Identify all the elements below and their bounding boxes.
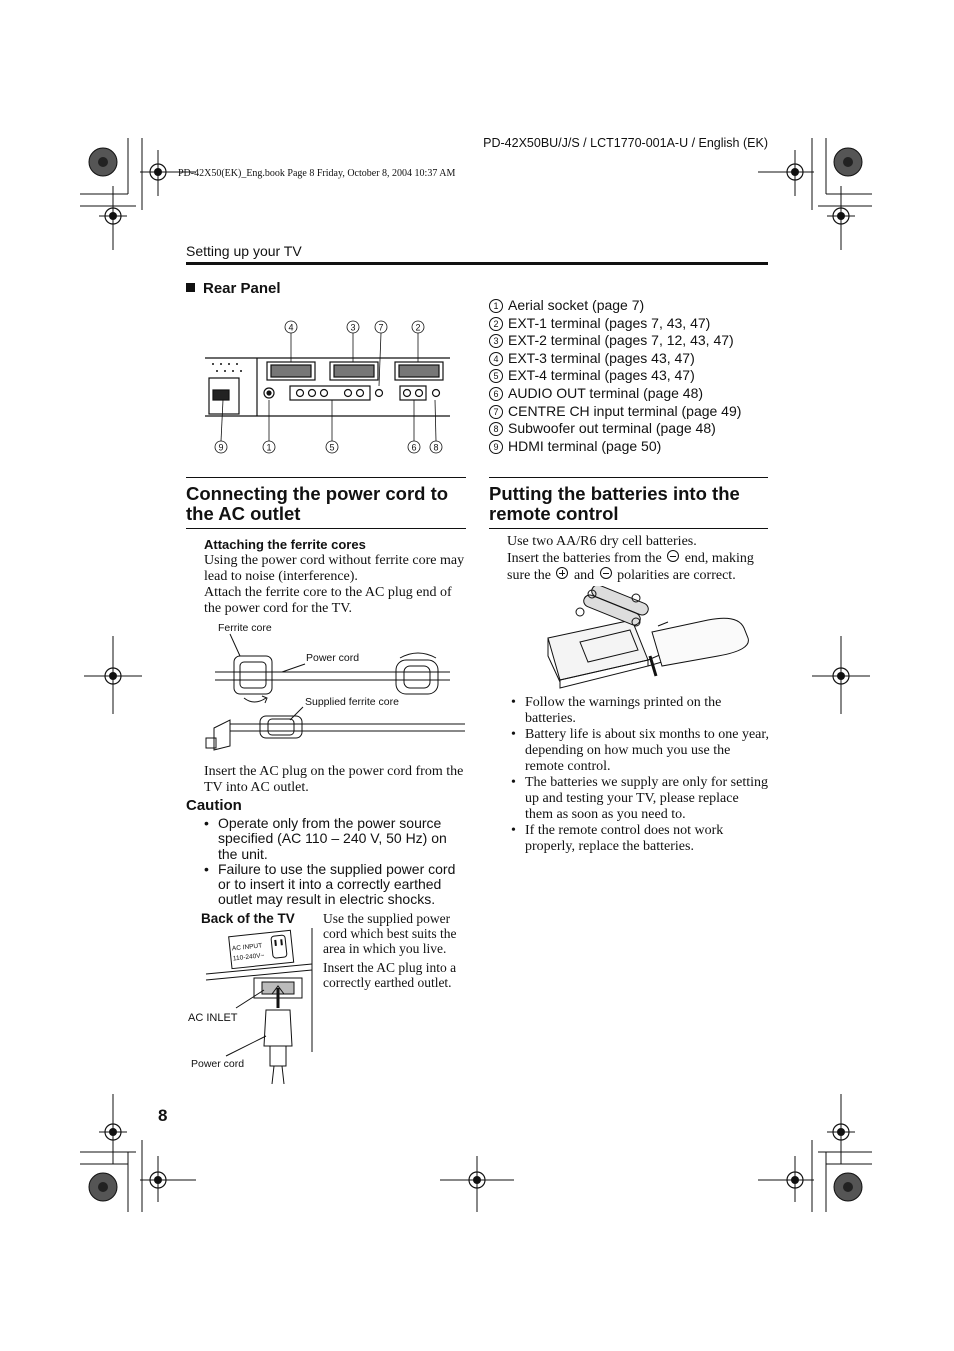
ferrite-paragraph-1: Using the power cord without ferrite core may lead to noise (interference). — [204, 553, 465, 584]
terminal-description: EXT-2 terminal (pages 7, 12, 43, 47) — [508, 332, 734, 349]
list-item: • If the remote control does not work properly, replace the batteries. — [507, 823, 769, 855]
section-top-rule — [489, 477, 768, 478]
svg-text:6: 6 — [411, 442, 417, 453]
callout-number: 9 — [489, 440, 503, 454]
terminal-description: EXT-1 terminal (pages 7, 43, 47) — [508, 314, 711, 331]
square-bullet-icon — [186, 283, 195, 292]
callout-number: 7 — [489, 405, 503, 419]
callout-4 — [285, 321, 297, 333]
svg-text:2: 2 — [415, 322, 421, 333]
svg-text:1: 1 — [266, 442, 272, 453]
heading-line: Connecting the power cord to — [186, 483, 449, 504]
batteries-paragraph-1: Use two AA/R6 dry cell batteries. — [507, 534, 697, 549]
svg-text:4: 4 — [288, 322, 294, 333]
terminal-description: HDMI terminal (page 50) — [508, 437, 662, 454]
book-info-line: PD-42X50(EK)_Eng.book Page 8 Friday, October 8, 2004 10:37 AM — [178, 168, 456, 179]
list-item — [489, 297, 741, 315]
list-item: • Follow the warnings printed on the batteries. — [507, 695, 769, 727]
ferrite-paragraph-2: Attach the ferrite core to the AC plug end of the power cord for the TV. — [204, 585, 452, 616]
minus-polarity-icon — [600, 567, 612, 579]
terminal-description: AUDIO OUT terminal (page 48) — [508, 384, 704, 401]
label-ac-inlet: AC INLET — [188, 1012, 238, 1024]
ac-input-label: AC INPUT — [231, 942, 263, 953]
svg-text:8: 8 — [433, 442, 439, 453]
callout-number: 6 — [489, 387, 503, 401]
list-item — [489, 403, 741, 421]
batteries-notes-list — [507, 695, 769, 855]
batteries-paragraph-2: Insert the batteries from the end, making — [507, 551, 754, 566]
section-bottom-rule — [186, 528, 466, 529]
callout-number: 5 — [489, 369, 503, 383]
rear-panel-heading-text: Rear Panel — [203, 280, 281, 297]
label-supplied-ferrite-core: Supplied ferrite core — [305, 696, 399, 708]
callout-number: 8 — [489, 422, 503, 436]
heading-line: Putting the batteries into the — [489, 483, 740, 504]
list-item: • Failure to use the supplied power cord or to insert it into a correctly earthed outlet may result in electric shocks. — [200, 862, 470, 908]
callout-number: 2 — [489, 317, 503, 331]
ferrite-core-diagram — [200, 618, 470, 758]
registration-star-icon — [89, 1173, 117, 1201]
ac-inlet-diagram — [186, 928, 318, 1086]
svg-text:5: 5 — [329, 442, 335, 453]
svg-text:9: 9 — [218, 442, 224, 453]
callout-number: 1 — [489, 299, 503, 313]
diagram-top-numbers — [285, 321, 424, 333]
callout-6 — [408, 441, 420, 453]
terminal-description: CENTRE CH input terminal (page 49) — [508, 402, 742, 419]
callout-7 — [375, 321, 387, 333]
registration-star-icon — [834, 148, 862, 176]
list-item — [489, 385, 741, 403]
minus-polarity-icon — [667, 550, 679, 562]
callout-number: 4 — [489, 352, 503, 366]
back-text-2: Insert the AC plug into a correctly earthed outlet. — [323, 960, 457, 990]
svg-text:3: 3 — [350, 322, 356, 333]
callout-5 — [326, 441, 338, 453]
callout-3 — [347, 321, 359, 333]
callout-2 — [412, 321, 424, 333]
caution-list — [200, 816, 470, 908]
label-power-cord-2: Power cord — [191, 1058, 245, 1070]
document-code: PD-42X50BU/J/S / LCT1770-001A-U / English (EK) — [483, 136, 768, 150]
callout-1 — [263, 441, 275, 453]
list-item — [489, 367, 741, 385]
heading-line: the AC outlet — [186, 503, 301, 524]
batteries-intro — [507, 534, 769, 584]
terminal-list — [489, 297, 741, 455]
section-top-rule — [186, 477, 466, 478]
callout-8 — [430, 441, 442, 453]
page-number: 8 — [158, 1106, 168, 1125]
batteries-paragraph-3: sure the and polarities are correct. — [507, 568, 736, 583]
callout-9 — [215, 441, 227, 453]
list-item — [489, 350, 741, 368]
terminal-description: Subwoofer out terminal (page 48) — [508, 420, 716, 437]
section-bottom-rule — [489, 528, 768, 529]
header-rule — [186, 262, 768, 265]
list-item: • The batteries we supply are only for setting up and testing your TV, please replace them as soon as you need to. — [507, 775, 769, 823]
running-title: Setting up your TV — [186, 243, 302, 259]
list-item — [489, 420, 741, 438]
list-item — [489, 332, 741, 350]
label-power-cord: Power cord — [306, 652, 360, 664]
insert-plug-text: Insert the AC plug on the power cord from the TV into AC outlet. — [204, 764, 464, 795]
back-text-1: Use the supplied power cord which best suits the area in which you live. — [323, 911, 457, 956]
list-item — [489, 315, 741, 333]
rear-panel-heading — [186, 280, 281, 297]
label-ferrite-core: Ferrite core — [218, 622, 272, 634]
svg-text:7: 7 — [378, 322, 384, 333]
terminal-description: EXT-3 terminal (pages 43, 47) — [508, 349, 695, 366]
batteries-section-heading — [489, 484, 774, 524]
list-item: • Battery life is about six months to one year, depending on how much you use the remote control. — [507, 727, 769, 775]
power-section-heading — [186, 484, 476, 524]
heading-line: remote control — [489, 503, 619, 524]
list-item — [489, 438, 741, 456]
terminal-description: Aerial socket (page 7) — [508, 297, 645, 313]
plus-polarity-icon — [556, 567, 568, 579]
rear-panel-diagram — [205, 316, 450, 458]
remote-battery-diagram — [540, 586, 770, 694]
registration-star-icon — [834, 1173, 862, 1201]
registration-star-icon — [89, 148, 117, 176]
callout-number: 3 — [489, 334, 503, 348]
terminal-description: EXT-4 terminal (pages 43, 47) — [508, 367, 695, 384]
ferrite-heading: Attaching the ferrite cores — [204, 537, 366, 552]
ac-input-rating: 110-240V~ — [232, 952, 265, 963]
diagram-bottom-numbers — [215, 441, 442, 453]
list-item: • Operate only from the power source specified (AC 110 – 240 V, 50 Hz) on the unit. — [200, 816, 470, 862]
caution-heading: Caution — [186, 797, 242, 814]
back-of-tv-label: Back of the TV — [201, 911, 295, 926]
